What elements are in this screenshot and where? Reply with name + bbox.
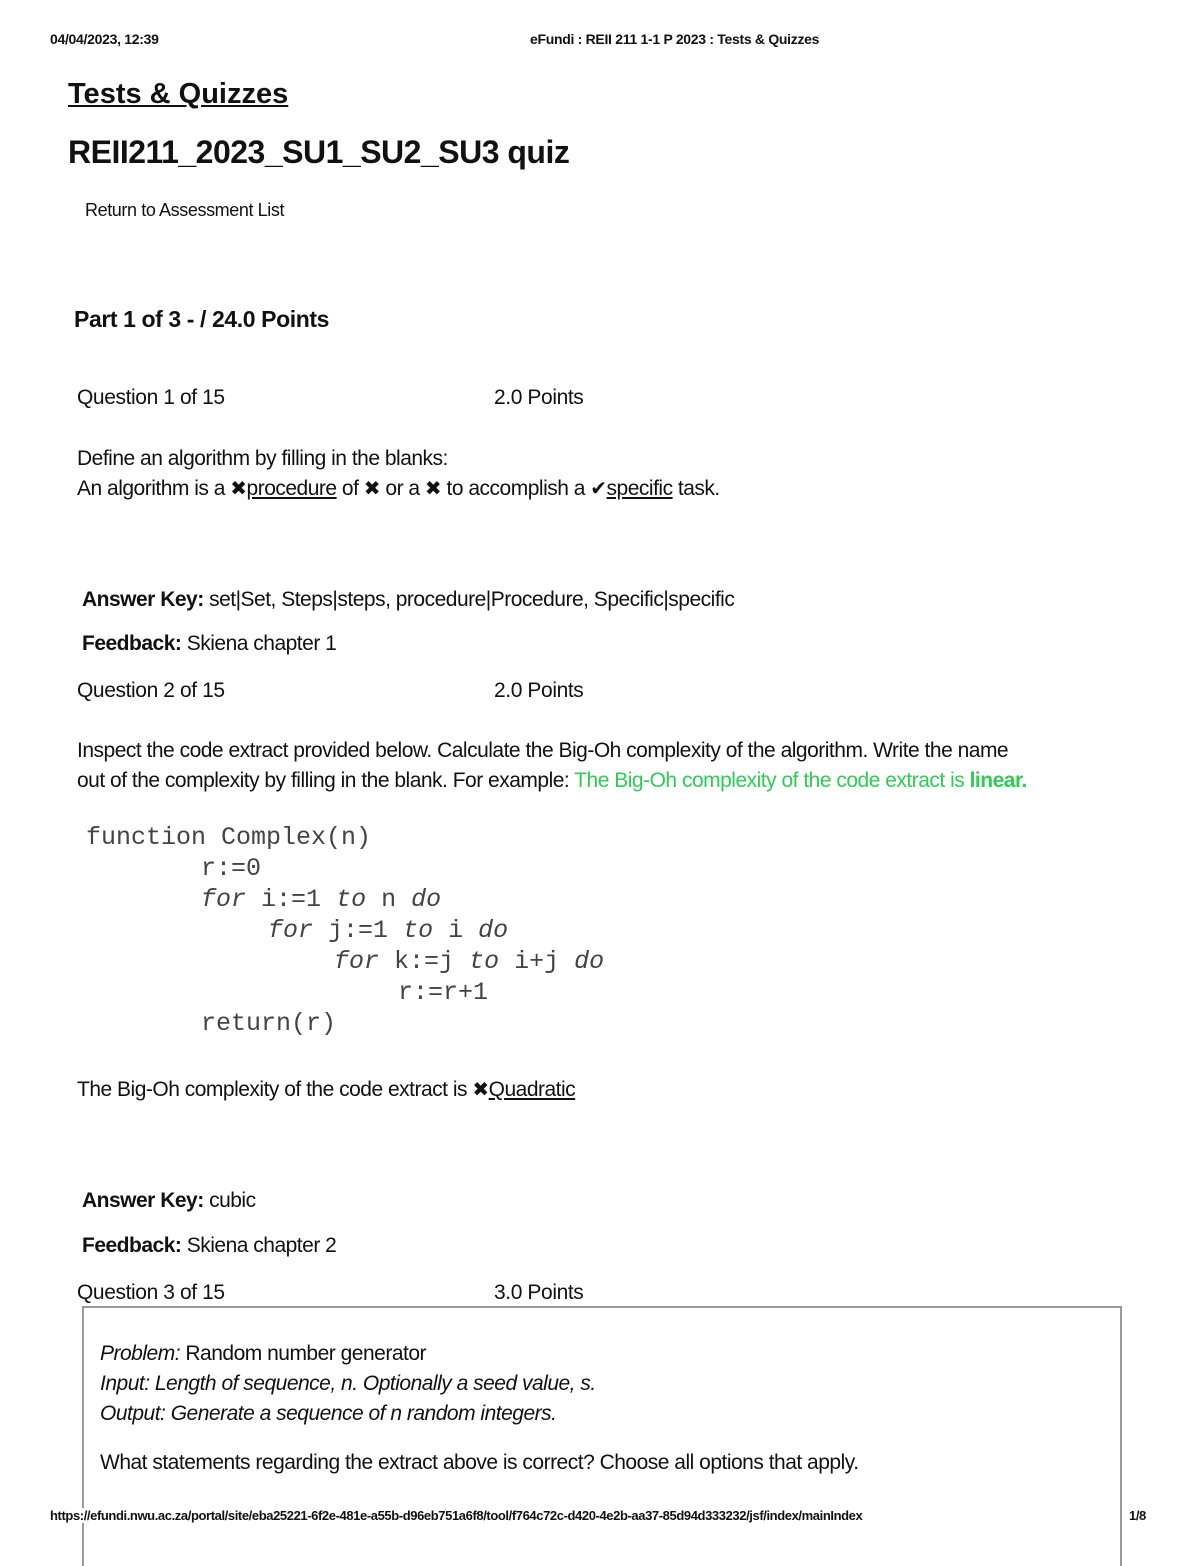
sentence-part: An algorithm is a [77,477,225,500]
return-to-assessment-list-link[interactable]: Return to Assessment List [85,200,285,220]
problem-text: Random number generator [185,1342,427,1365]
answer-key-label: Answer Key: [82,588,204,611]
question-2-points: 2.0 Points [494,679,584,702]
answer-blank[interactable]: Quadratic [488,1078,576,1101]
question-2-prompt-line2 [77,766,1027,796]
question-1-sentence [77,474,720,504]
feedback-value: Skiena chapter 1 [186,632,337,655]
code-extract [86,822,604,1039]
question-2-answer-key [82,1189,256,1213]
output-line: Output: Generate a sequence of n random integers. [100,1402,557,1425]
question-3-points: 3.0 Points [494,1281,584,1304]
sentence-part: task. [677,477,720,500]
question-2-prompt-line1: Inspect the code extract provided below. Calculate the Big-Oh complexity of the algorithm. Write the name [77,739,1009,762]
answer-key-value: set|Set, Steps|steps, procedure|Procedure, Specific|specific [209,588,735,611]
page-title[interactable]: Tests & Quizzes [68,78,289,110]
prompt-text: out of the complexity by filling in the blank. For example: [77,769,570,792]
incorrect-mark-icon: ✖ [363,478,381,500]
feedback-label: Feedback: [82,632,182,655]
feedback-value: Skiena chapter 2 [186,1234,337,1257]
part-heading: Part 1 of 3 - / 24.0 Points [74,306,330,332]
code-line: return(r) [201,1009,337,1038]
answer-key-value: cubic [209,1189,256,1212]
example-answer: linear. [969,769,1027,792]
question-1-answer-key [82,588,734,612]
question-2-feedback [82,1234,336,1258]
question-2-answer-line [77,1075,575,1105]
sentence-part: of [341,477,359,500]
question-3-number: Question 3 of 15 [77,1281,225,1304]
code-line: r:=0 [201,854,262,883]
print-datetime: 04/04/2023, 12:39 [50,31,159,47]
code-line: function Complex(n) [86,823,372,852]
feedback-label: Feedback: [82,1234,182,1257]
incorrect-mark-icon: ✖ [230,478,247,500]
code-line: r:=r+1 [398,978,489,1007]
answer-key-label: Answer Key: [82,1189,204,1212]
sentence-part: or a [385,477,420,500]
quiz-title: REII211_2023_SU1_SU2_SU3 quiz [68,134,570,170]
code-line: for i:=1 to n do [201,885,442,914]
question-1-points: 2.0 Points [494,386,584,409]
print-footer-url: https://efundi.nwu.ac.za/portal/site/eba25221-6f2e-481e-a55b-d96eb751a6f8/tool/f764c72c-d420-4e2b-aa37-85d94d333232/jsf/index/mainIndex [50,1508,866,1523]
question-1-number: Question 1 of 15 [77,386,225,409]
problem-label: Problem: [100,1342,181,1365]
answer-sentence: The Big-Oh complexity of the code extract is [77,1078,468,1101]
print-footer-page: 1/8 [1129,1508,1146,1523]
correct-mark-icon: ✔ [590,478,607,500]
incorrect-mark-icon: ✖ [472,1079,489,1101]
answer-blank-4[interactable]: specific [606,477,673,500]
example-text: The Big-Oh complexity of the code extract is [574,769,965,792]
answer-blank-1[interactable]: procedure [246,477,337,500]
incorrect-mark-icon: ✖ [424,478,442,500]
input-line: Input: Length of sequence, n. Optionally a seed value, s. [100,1372,596,1395]
question-2-number: Question 2 of 15 [77,679,225,702]
problem-line [100,1342,426,1366]
question-3-prompt: What statements regarding the extract above is correct? Choose all options that apply. [100,1451,859,1474]
print-doc-title: eFundi : REII 211 1-1 P 2023 : Tests & Quizzes [530,31,820,47]
sentence-part: to accomplish a [446,477,585,500]
code-line: for k:=j to i+j do [334,947,605,976]
code-line: for j:=1 to i do [268,916,509,945]
question-1-prompt: Define an algorithm by filling in the blanks: [77,447,448,470]
problem-box [82,1306,1122,1566]
question-1-feedback [82,632,336,656]
